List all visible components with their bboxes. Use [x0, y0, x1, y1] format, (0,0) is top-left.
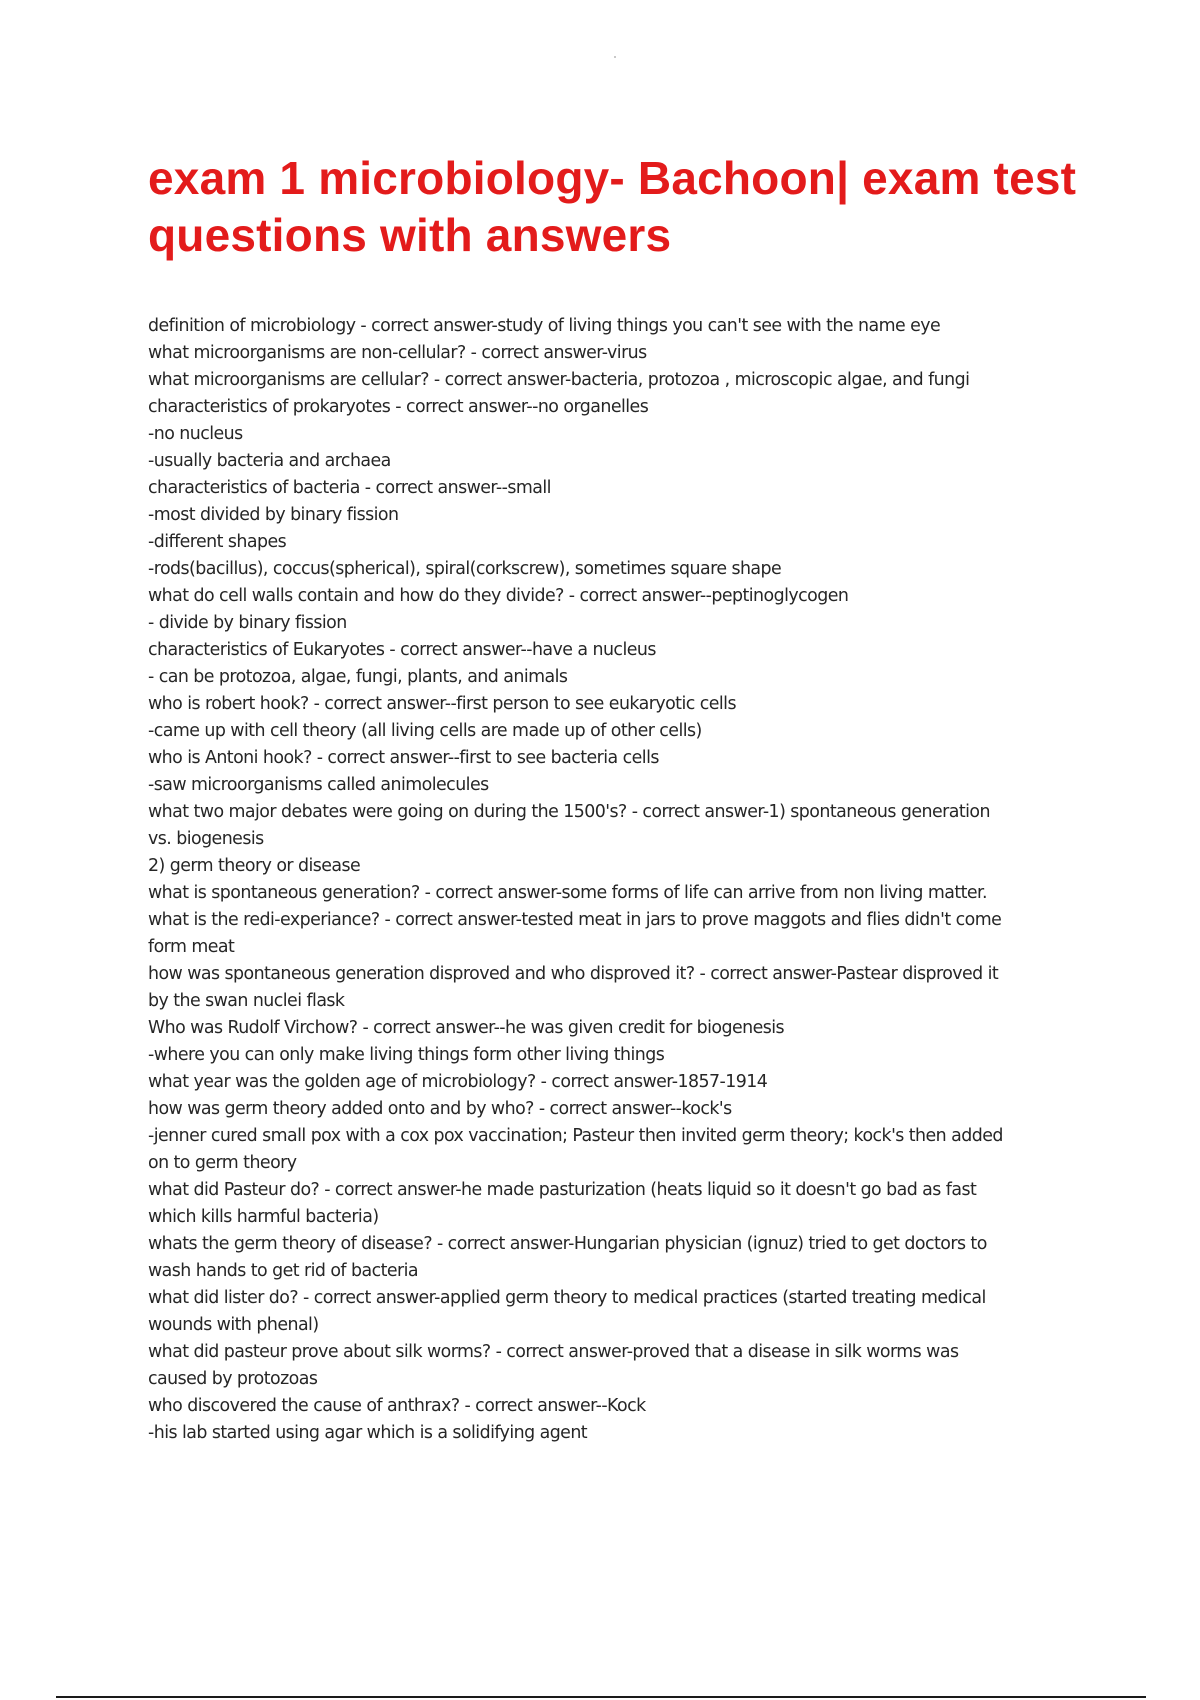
text-line: definition of microbiology - correct answer-study of living things you can't see with the name eye [148, 316, 941, 336]
text-line: wash hands to get rid of bacteria [148, 1261, 418, 1281]
text-line: on to germ theory [148, 1153, 297, 1173]
text-line: -different shapes [148, 532, 287, 552]
qa-text-block [148, 313, 1088, 1447]
text-line: by the swan nuclei flask [148, 991, 345, 1011]
text-line: characteristics of Eukaryotes - correct answer--have a nucleus [148, 640, 656, 660]
text-line: how was germ theory added onto and by who? - correct answer--kock's [148, 1099, 732, 1119]
text-line: who is Antoni hook? - correct answer--first to see bacteria cells [148, 748, 659, 768]
text-line: Who was Rudolf Virchow? - correct answer--he was given credit for biogenesis [148, 1018, 785, 1038]
text-line: what do cell walls contain and how do they divide? - correct answer--peptinoglycogen [148, 586, 849, 606]
text-line: who is robert hook? - correct answer--first person to see eukaryotic cells [148, 694, 736, 714]
text-line: how was spontaneous generation disproved and who disproved it? - correct answer-Pastear disproved it [148, 964, 999, 984]
text-line: -his lab started using agar which is a solidifying agent [148, 1423, 588, 1443]
text-line: who discovered the cause of anthrax? - correct answer--Kock [148, 1396, 646, 1416]
text-line: which kills harmful bacteria) [148, 1207, 379, 1227]
text-line: caused by protozoas [148, 1369, 318, 1389]
text-line: wounds with phenal) [148, 1315, 319, 1335]
text-line: characteristics of prokaryotes - correct answer--no organelles [148, 397, 649, 417]
text-line: whats the germ theory of disease? - correct answer-Hungarian physician (ignuz) tried to get doctors to [148, 1234, 987, 1254]
text-line: -came up with cell theory (all living cells are made up of other cells) [148, 721, 702, 741]
text-line: form meat [148, 937, 235, 957]
text-line: -saw microorganisms called animolecules [148, 775, 489, 795]
text-line: what microorganisms are cellular? - correct answer-bacteria, protozoa , microscopic algae, and fungi [148, 370, 970, 390]
text-line: -most divided by binary fission [148, 505, 399, 525]
footer-divider [56, 1696, 1146, 1698]
text-line: what two major debates were going on during the 1500's? - correct answer-1) spontaneous generation [148, 802, 990, 822]
text-line: 2) germ theory or disease [148, 856, 361, 876]
text-line: -rods(bacillus), coccus(spherical), spiral(corkscrew), sometimes square shape [148, 559, 782, 579]
text-line: what year was the golden age of microbiology? - correct answer-1857-1914 [148, 1072, 768, 1092]
text-line: what microorganisms are non-cellular? - correct answer-virus [148, 343, 647, 363]
text-line: vs. biogenesis [148, 829, 264, 849]
text-line: what is the redi-experiance? - correct answer-tested meat in jars to prove maggots and flies didn't come [148, 910, 1002, 930]
text-line: -no nucleus [148, 424, 243, 444]
text-line: -usually bacteria and archaea [148, 451, 391, 471]
text-line: what did pasteur prove about silk worms? - correct answer-proved that a disease in silk worms was [148, 1342, 959, 1362]
text-line: what is spontaneous generation? - correct answer-some forms of life can arrive from non living matter. [148, 883, 987, 903]
text-line: - can be protozoa, algae, fungi, plants, and animals [148, 667, 568, 687]
text-line: what did Pasteur do? - correct answer-he made pasturization (heats liquid so it doesn't go bad as fast [148, 1180, 977, 1200]
text-line: characteristics of bacteria - correct answer--small [148, 478, 551, 498]
text-line: -jenner cured small pox with a cox pox vaccination; Pasteur then invited germ theory; kock's then added [148, 1126, 1003, 1146]
text-line: -where you can only make living things form other living things [148, 1045, 665, 1065]
scan-speck [614, 56, 616, 58]
text-line: - divide by binary fission [148, 613, 347, 633]
text-line: what did lister do? - correct answer-applied germ theory to medical practices (started treating medical [148, 1288, 986, 1308]
document-title: exam 1 microbiology- Bachoon| exam test questions with answers [148, 152, 1077, 261]
